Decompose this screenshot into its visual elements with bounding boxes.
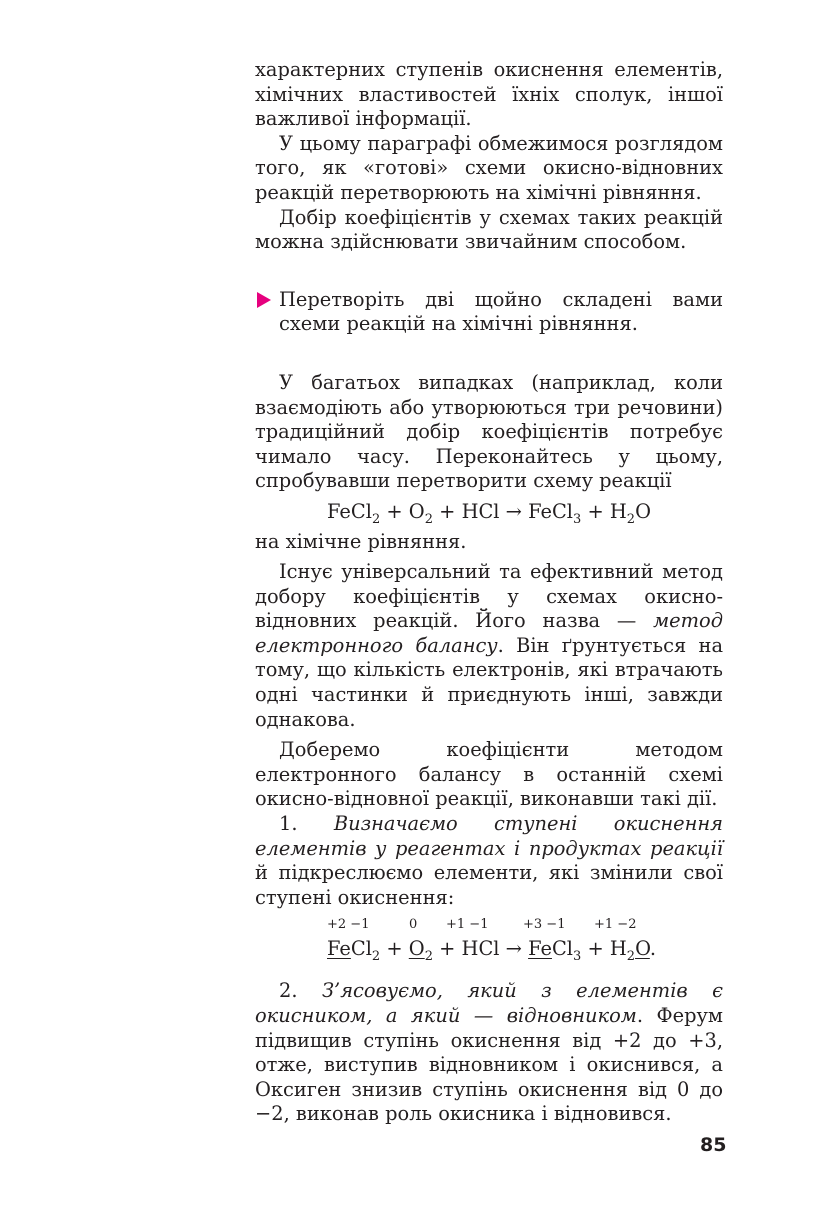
paragraph-2: У цьому параграфі обмежимося розглядом того, як «готові» схеми окисно-відновних реакцій перетворюють на хімічні рівняння.	[255, 131, 723, 204]
paragraph-1: характерних ступенів окиснення елементів, хімічних властивостей їхніх сполук, іншої важливої інформації.	[255, 58, 723, 131]
triangle-marker-icon	[257, 292, 271, 308]
step-1: 1. Визначаємо ступені окиснення елементів у реагентах і продуктах реакції й підкреслюємо елементи, які змінили свої ступені окиснення:	[255, 812, 724, 909]
ox-state-hcl: +1 −1	[446, 917, 489, 933]
paragraph-7: Доберемо коефіцієнти методом електронного балансу в останній схемі окисно-відновної реакції, виконавши такі дії.	[255, 738, 723, 811]
term-electron-balance: метод електронного балансу	[255, 609, 723, 657]
task-text: Перетворіть дві щойно складені вами схеми реакцій на хімічні рівняння.	[279, 287, 723, 336]
page-column	[255, 58, 723, 1127]
paragraph-4: У багатьох випадках (наприклад, коли взаємодіють або утворюються три речовини) традиційний добір коефіцієнтів потребує чимало часу. Переконайтесь у цьому, спробувавши перетворити схему реакції	[255, 370, 723, 493]
equation-line: FeCl$_2$ + $O_2$ + HCl → FeCl$_3$ + $H_2O$.	[327, 937, 656, 965]
page-number: 85	[700, 1134, 727, 1156]
paragraph-3: Добір коефіцієнтів у схемах таких реакцій можна здійснювати звичайним способом.	[255, 205, 723, 254]
ox-state-fecl2: +2 −1	[327, 917, 370, 933]
paragraph-5: на хімічне рівняння.	[255, 529, 467, 553]
paragraph-6: Існує універсальний та ефективний метод добору коефіцієнтів у схемах окисно-відновних реакцій. Його назва — метод електронного балансу. Він ґрунтується на тому, що кількість електронів, які втрачають одні частинки й приєднують інші, завжди однакова.	[255, 560, 724, 731]
task-block	[255, 288, 723, 337]
ox-state-fecl3: +3 −1	[523, 917, 566, 933]
equation-scheme: FeCl$_2$ + $O_2$ + HCl → FeCl$_3$ + $H_2O$	[327, 499, 651, 527]
ox-state-o2: 0	[409, 917, 418, 933]
step-2: 2. З’ясовуємо, який з елементів є окисником, а який — відновником. Ферум підвищив ступінь окиснення від +2 до +3, отже, виступив відновником і окиснився, а Оксиген знизив ступінь окиснення від 0 до −2, виконав роль окисника і відновився.	[255, 979, 723, 1126]
ox-state-h2o: +1 −2	[594, 917, 637, 933]
equation-oxidation-states	[255, 917, 723, 969]
